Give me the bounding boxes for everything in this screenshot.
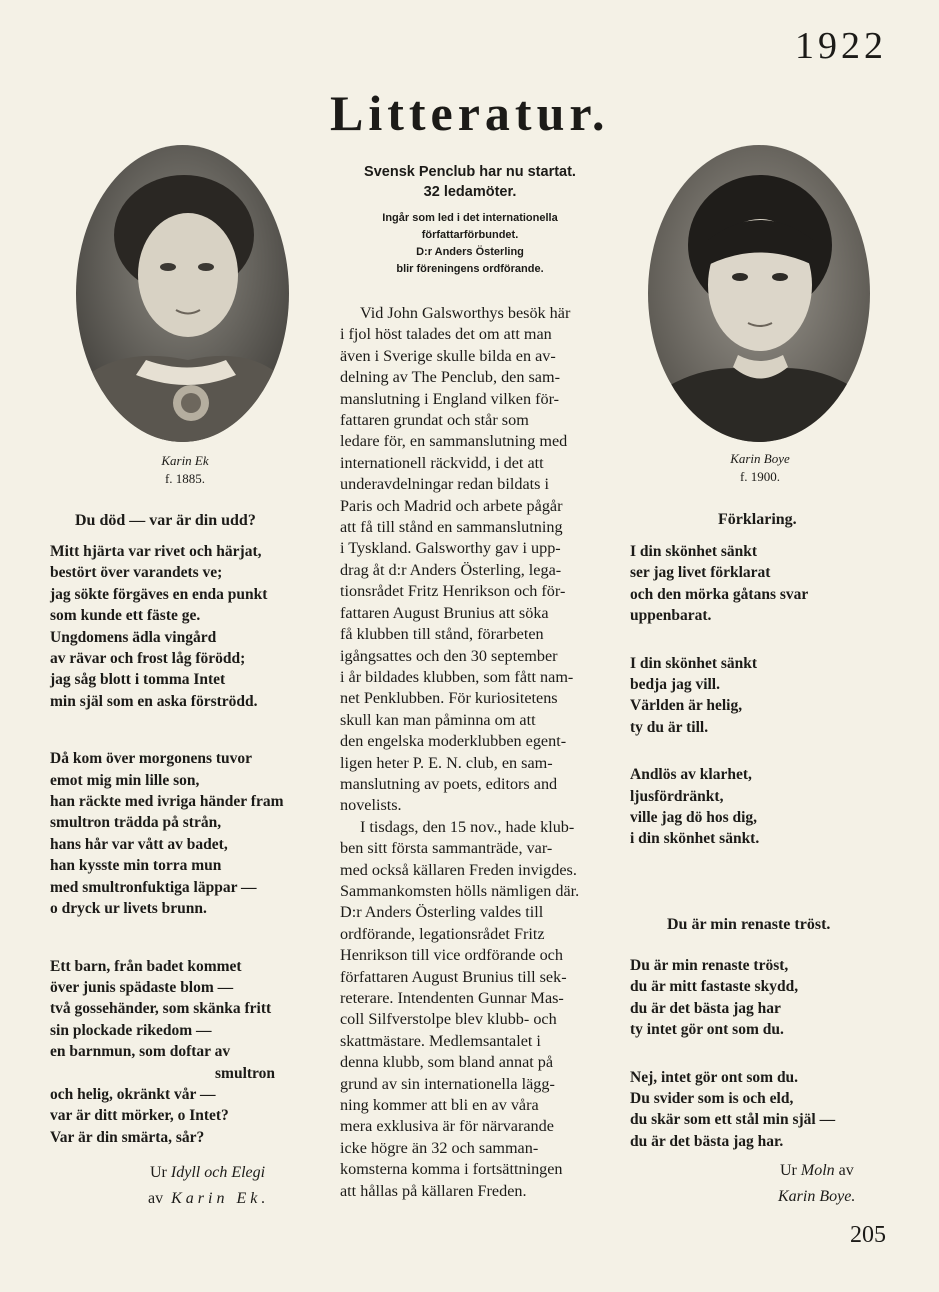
article-headline: Svensk Penclub har nu startat. 32 ledamöter. — [364, 164, 576, 200]
poem-title-renaste-trost: Du är min renaste tröst. — [667, 916, 831, 933]
portrait-karin-boye — [648, 145, 870, 442]
stanza-3: Ett barn, från badet kommet över junis spädaste blom — två gossehänder, som skänka fritt sin plockade rikedom — en barnmun, som doftar av smultron och helig, okränkt vår — var är ditt mörker, o Intet? Var är din smärta, sår? — [50, 957, 276, 1146]
article-paragraph-1: Vid John Galsworthys besök här i fjol höst talades det om att man även i Sverige skulle bilda en av- delning av The Penclub, den sam- manslutning i England vilken för- fattaren grundat och står som ledare för, en sammanslutning med internationell räckvidd, i det att underavdelningar redan bildats i Paris och Madrid och arbete pågår att få till stånd en sammanslutning i Tyskland. Galsworthy gav i upp- drag åt d:r Anders Österling, lega- tionsrådet Fritz Henrikson och för- fattaren August Brunius att söka få klubben till stånd, förarbeten igångsattes och den 30 september i år bildades klubben, som fått nam- net Penklubben. För kuriositetens skull kan man påminna om att den engelska moderklubben egent- ligen heter P. E. N. club, en sam- manslutning av poets, editors and novelists. — [340, 304, 574, 815]
poem-karin-ek — [50, 541, 312, 1169]
caption-name: Karin Ek — [161, 453, 209, 468]
stanza-2: I din skönhet sänkt bedja jag vill. Världen är helig, ty du är till. — [630, 654, 758, 736]
caption-born: f. 1885. — [164, 471, 206, 486]
credit-karin-ek: Ur Idyll och Elegi av Karin Ek. — [148, 1164, 270, 1207]
poem-title-karin-ek: Du död — var är din udd? — [75, 512, 256, 529]
portrait-karin-ek — [76, 145, 289, 442]
poem-forklaring — [630, 541, 875, 871]
caption-born: f. 1900. — [739, 469, 781, 484]
article-subhead: Ingår som led i det internationella författarförbundet. D:r Anders Österling blir föreningens ordförande. — [382, 212, 558, 275]
stanza-1: Du är min renaste tröst, du är mitt fastaste skydd, du är det bästa jag har ty intet gör ont som du. — [630, 957, 799, 1039]
caption-karin-ek — [120, 452, 250, 488]
page-number: 205 — [850, 1222, 886, 1248]
poem-renaste-trost — [630, 955, 895, 1173]
caption-karin-boye — [695, 450, 825, 486]
year-label: 1922 — [795, 25, 887, 67]
article-paragraph-2: I tisdags, den 15 nov., hade klub- ben sitt första sammanträde, var- med också källaren Freden invigdes. Sammankomsten hölls nämligen där. D:r Anders Österling valdes till ordförande, legationsrådet Fritz Henrikson till vice ordförande och författaren August Brunius till sek- reterare. Intendenten Gunnar Mas- coll Silfverstolpe blev klubb- och skattmästare. Medlemsantalet i denna klubb, som bland annat på grund av sin internationella lägg- ning kommer att bli en av våra mera exklusiva är för närvarande icke högre än 32 och samman- komsterna komma i fortsättningen att hållas på källaren Freden. — [340, 817, 580, 1200]
stanza-2: Då kom över morgonens tuvor emot mig min lille son, han räckte med ivriga händer fram smultron trädda på strån, hans hår var vått av badet, han kysste min torra mun med smultronfuktiga läppar — o dryck ur livets brunn. — [50, 750, 284, 918]
stanza-3: Andlös av klarhet, ljusfördränkt, ville jag dö hos dig, i din skönhet sänkt. — [630, 766, 760, 848]
section-title: Litteratur. — [330, 85, 610, 141]
article-body — [340, 303, 599, 1202]
stanza-1: Mitt hjärta var rivet och härjat, bestört över varandets ve; jag sökte förgäves en enda punkt som kunde ett fäste ge. Ungdomens ädla vingård av rävar och frost låg förödd; jag såg blott i tomma Intet min själ som en aska förströdd. — [50, 543, 268, 710]
stanza-2: Nej, intet gör ont som du. Du svider som is och eld, du skär som ett stål min själ — du är det bästa jag har. — [630, 1068, 836, 1150]
poem-title-forklaring: Förklaring. — [718, 511, 797, 528]
caption-name: Karin Boye — [730, 451, 790, 466]
credit-karin-boye: Ur Moln av Karin Boye. — [778, 1162, 856, 1205]
stanza-1: I din skönhet sänkt ser jag livet förklarat och den mörka gåtans svar uppenbarat. — [630, 543, 809, 625]
